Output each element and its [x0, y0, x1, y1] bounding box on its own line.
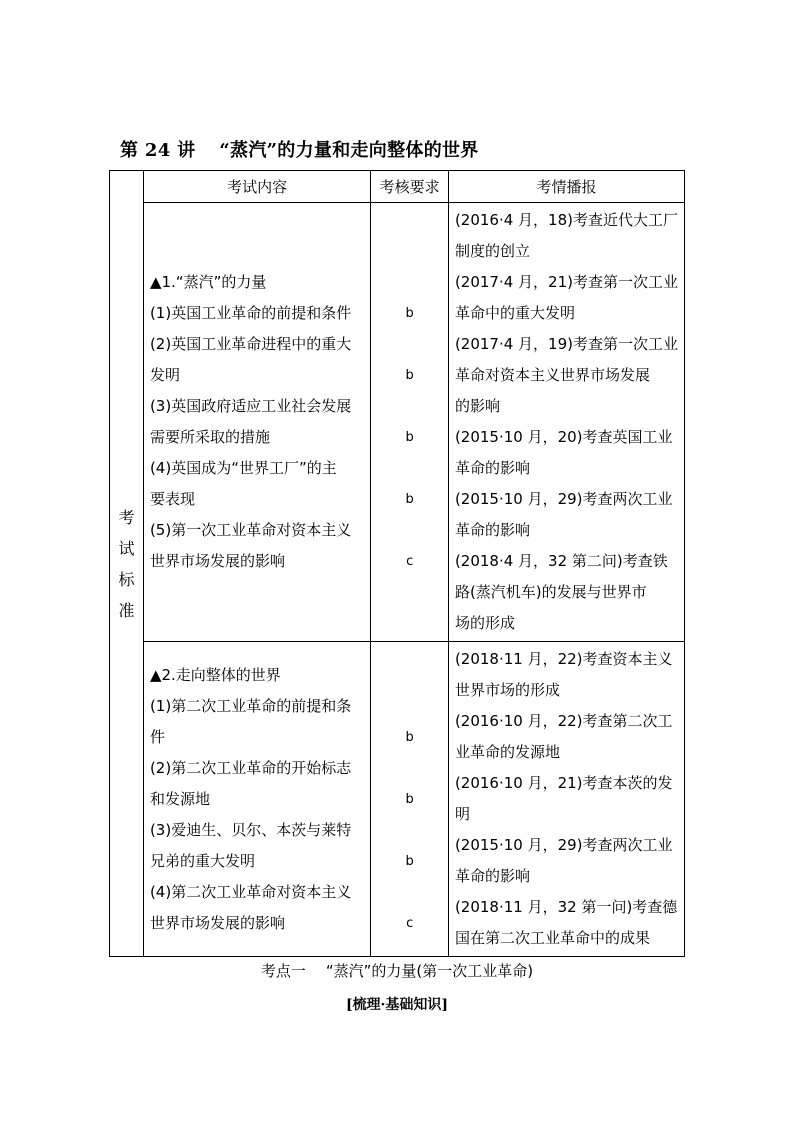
- news-line: (2018·4 月，32 第二问)考查铁: [454, 552, 668, 570]
- news-line: 业革命的发源地: [454, 743, 560, 761]
- caption-text: “蒸汽”的力量(第一次工业革命): [325, 962, 534, 980]
- requirement-level: [371, 329, 448, 360]
- lecture-topic: “蒸汽”的力量和走向整体的世界: [219, 140, 479, 161]
- requirement-level: [371, 877, 448, 908]
- requirement-level: [371, 691, 448, 722]
- requirement-level: b: [405, 791, 414, 807]
- side-char: 标: [118, 569, 135, 589]
- content-line: (2)第二次工业革命的开始标志: [149, 758, 352, 777]
- news-line: (2016·4 月，18)考查近代大工厂: [454, 211, 678, 229]
- side-char: 准: [118, 600, 135, 620]
- news-line: 场的形成: [454, 614, 515, 632]
- news-line: 世界市场的形成: [454, 681, 560, 699]
- subheading: [梳理·基础知识]: [345, 997, 449, 1013]
- requirement-level: [371, 660, 448, 691]
- content-line: ▲1.“蒸汽”的力量: [149, 273, 267, 291]
- requirement-level: b: [405, 853, 414, 869]
- section2-content: [143, 642, 370, 957]
- requirement-level: b: [405, 368, 414, 383]
- content-line: (1)英国工业革命的前提和条件: [149, 304, 352, 322]
- content-line: 世界市场发展的影响: [149, 552, 285, 570]
- table-header-row: [110, 171, 685, 203]
- content-line: 件: [149, 727, 165, 746]
- news-line: 路(蒸汽机车)的发展与世界市: [454, 583, 647, 601]
- section2-row: [110, 642, 685, 957]
- content-line: 世界市场发展的影响: [149, 913, 285, 932]
- content-line: 兄弟的重大发明: [149, 851, 255, 870]
- section1-requirements: [371, 203, 449, 642]
- content-line: (3)英国政府适应工业社会发展: [149, 397, 352, 415]
- news-line: 革命的影响: [454, 521, 530, 539]
- news-line: 国在第二次工业革命中的成果: [454, 929, 650, 947]
- requirement-level: [371, 515, 448, 546]
- news-line: (2017·4 月，21)考查第一次工业: [454, 273, 678, 291]
- news-line: (2018·11 月，32 第一问)考查德: [454, 898, 678, 916]
- section1-row: [110, 203, 685, 642]
- news-line: 明: [454, 805, 470, 823]
- news-line: 制度的创立: [454, 242, 530, 260]
- content-line: ▲2.走向整体的世界: [149, 665, 281, 684]
- content-line: (1)第二次工业革命的前提和条: [149, 696, 352, 715]
- content-line: 需要所采取的措施: [149, 428, 270, 446]
- header-requirement: 考核要求: [371, 171, 449, 203]
- news-line: 革命中的重大发明: [454, 304, 575, 322]
- content-line: (2)英国工业革命进程中的重大: [149, 335, 352, 353]
- header-content: 考试内容: [143, 171, 370, 203]
- header-news: 考情播报: [448, 171, 684, 203]
- news-line: 革命对资本主义世界市场发展: [454, 366, 650, 384]
- side-char: 考: [118, 507, 135, 527]
- side-char: 试: [118, 538, 135, 558]
- requirement-level: [371, 391, 448, 422]
- section1-news: [448, 203, 684, 642]
- news-line: 革命的影响: [454, 459, 530, 477]
- content-line: (4)英国成为“世界工厂”的主: [149, 459, 337, 477]
- content-line: (4)第二次工业革命对资本主义: [149, 882, 352, 901]
- requirement-level: c: [406, 554, 414, 569]
- news-line: (2015·10 月，29)考查两次工业: [454, 490, 673, 508]
- section2-requirements: [371, 642, 449, 957]
- news-line: (2016·10 月，22)考查第二次工: [454, 712, 673, 730]
- requirement-level: [371, 753, 448, 784]
- news-line: (2015·10 月，20)考查英国工业: [454, 428, 673, 446]
- lecture-title: [120, 136, 479, 162]
- news-line: (2017·4 月，19)考查第一次工业: [454, 335, 678, 353]
- side-label: [110, 502, 143, 626]
- requirement-level: [371, 453, 448, 484]
- news-line: (2016·10 月，21)考查本茨的发: [454, 774, 673, 792]
- news-line: 革命的影响: [454, 867, 530, 885]
- section2-news: [448, 642, 684, 957]
- requirement-level: [371, 267, 448, 298]
- news-line: 的影响: [454, 397, 500, 415]
- requirement-level: b: [405, 430, 414, 445]
- content-line: 和发源地: [149, 789, 210, 808]
- content-line: (3)爱迪生、贝尔、本茨与莱特: [149, 820, 352, 839]
- news-line: (2018·11 月，22)考查资本主义: [454, 650, 673, 668]
- content-line: (5)第一次工业革命对资本主义: [149, 521, 352, 539]
- section1-content: [143, 203, 370, 642]
- requirement-level: b: [405, 729, 414, 745]
- requirement-level: b: [405, 492, 414, 507]
- exam-standards-table: [109, 170, 685, 957]
- requirement-level: [371, 815, 448, 846]
- side-label-cell: [110, 171, 144, 957]
- news-line: (2015·10 月，29)考查两次工业: [454, 836, 673, 854]
- caption-label: 考点一: [260, 962, 306, 980]
- lecture-number: 第 24 讲: [120, 140, 196, 161]
- requirement-level: b: [405, 306, 414, 321]
- requirement-level: c: [406, 915, 414, 931]
- section-caption: [0, 960, 794, 981]
- content-line: 发明: [149, 366, 180, 384]
- content-line: 要表现: [149, 490, 195, 508]
